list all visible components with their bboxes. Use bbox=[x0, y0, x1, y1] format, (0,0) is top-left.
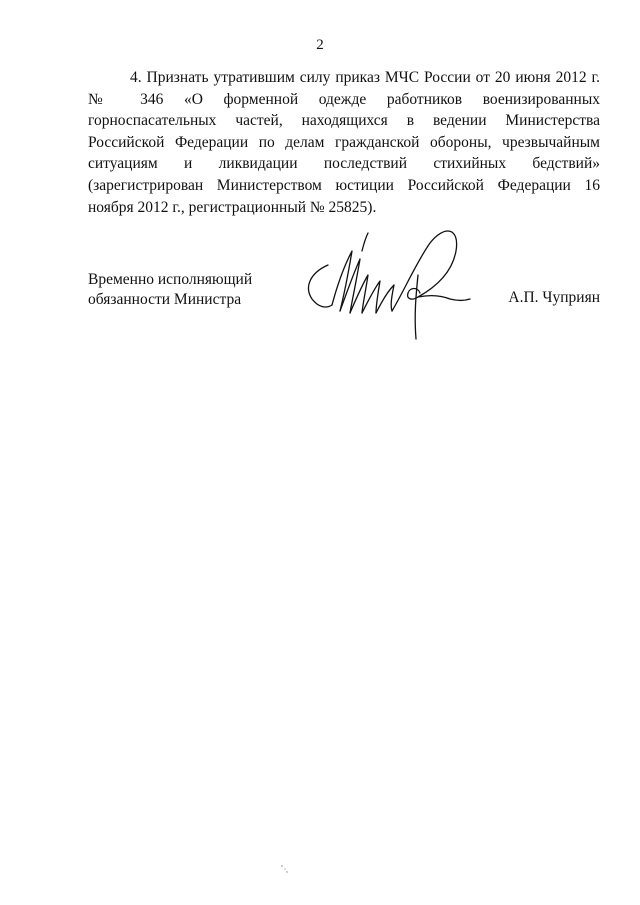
signer-title bbox=[88, 270, 252, 309]
signer-title-line1: Временно исполняющий bbox=[88, 271, 253, 288]
order-paragraph: 4. Признать утратившим силу приказ МЧС России от 20 июня 2012 г. № 346 «О форменной одежде работников военизированных горноспасательных частей, находящихся в ведении Министерства Российской Федерации по делам гражданской обороны, чрезвычайным ситуациям и ликвидации последствий стихийных бедствий» (зарегистрирован Министерством юстиции Российской Федерации 16 ноября 2012 г., регистрационный № 25825). bbox=[88, 69, 600, 216]
signer-title-line2: обязанности Министра bbox=[88, 290, 242, 308]
page-number: 2 bbox=[316, 37, 324, 53]
signer-name: А.П. Чуприян bbox=[508, 289, 600, 306]
scan-speck-marks bbox=[270, 860, 300, 890]
handwritten-signature bbox=[300, 215, 480, 355]
